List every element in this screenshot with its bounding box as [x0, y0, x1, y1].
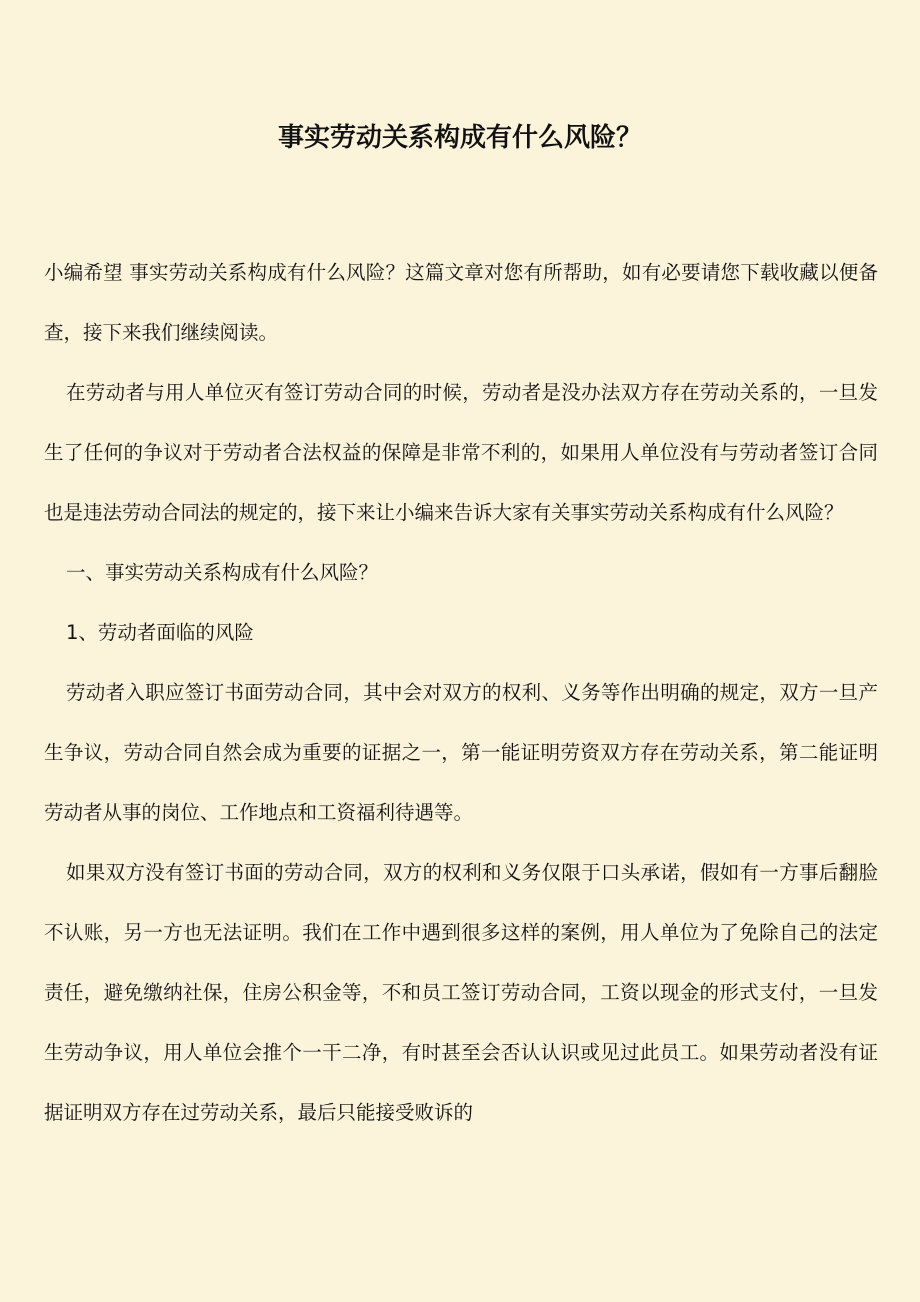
paragraph-intro: 小编希望 事实劳动关系构成有什么风险？这篇文章对您有所帮助，如有必要请您下载收藏以便备查，接下来我们继续阅读。	[44, 261, 878, 344]
paragraph-no-contract-risk: 如果双方没有签订书面的劳动合同，双方的权利和义务仅限于口头承诺，假如有一方事后翻脸不认账，另一方也无法证明。我们在工作中遇到很多这样的案例，用人单位为了免除自己的法定责任，避免缴纳社保，住房公积金等，不和员工签订劳动合同，工资以现金的形式支付，一旦发生劳动争议，用人单位会推个一干二净，有时甚至会否认认识或见过此员工。如果劳动者没有证据证明双方存在过劳动关系，最后只能接受败诉的	[44, 861, 878, 1124]
paragraph-background: 在劳动者与用人单位灭有签订劳动合同的时候，劳动者是没办法双方存在劳动关系的，一旦发生了任何的争议对于劳动者合法权益的保障是非常不利的，如果用人单位没有与劳动者签订合同也是违法劳动合同法的规定的，接下来让小编来告诉大家有关事实劳动关系构成有什么风险？	[44, 381, 878, 524]
document-body	[44, 243, 878, 1143]
subsection-heading: 1、劳动者面临的风险	[66, 621, 254, 644]
section-heading: 一、事实劳动关系构成有什么风险？	[66, 561, 379, 584]
paragraph-contract-evidence: 劳动者入职应签订书面劳动合同，其中会对双方的权利、义务等作出明确的规定，双方一旦产生争议，劳动合同自然会成为重要的证据之一，第一能证明劳资双方存在劳动关系，第二能证明劳动者从事的岗位、工作地点和工资福利待遇等。	[44, 681, 878, 824]
document-title: 事实劳动关系构成有什么风险？	[277, 123, 642, 153]
